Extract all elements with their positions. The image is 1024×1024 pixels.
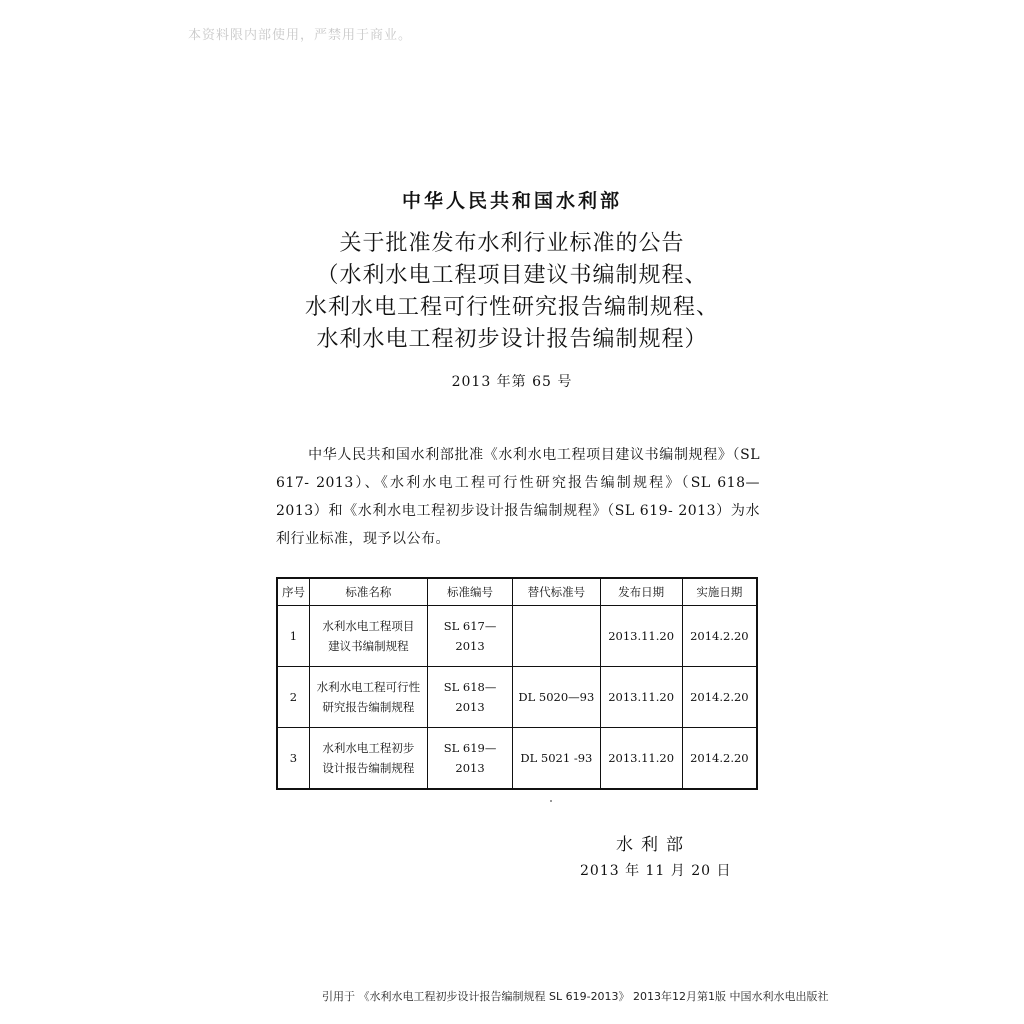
watermark: 本资料限内部使用，严禁用于商业。 [188,28,413,43]
cell-issued: 2013.11.20 [600,606,682,667]
announcement-number: 2013 年第 65 号 [451,374,573,390]
name-line: 水利水电工程项目 [322,619,415,633]
name-line: 建议书编制规程 [328,639,409,653]
announcement-title [0,228,1024,356]
cell-name [309,606,427,667]
cell-issued: 2013.11.20 [600,667,682,728]
table-header-row [277,578,757,606]
cell-replaces: DL 5020—93 [513,667,600,728]
title-line: 水利水电工程初步设计报告编制规程） [316,327,708,352]
cell-effective: 2014.2.20 [682,728,757,790]
header-no: 序号 [277,578,309,606]
cell-code: SL 618—2013 [427,667,512,728]
cell-name [309,667,427,728]
table-row [277,667,757,728]
header-effective: 实施日期 [682,578,757,606]
cell-code: SL 619—2013 [427,728,512,790]
name-line: 研究报告编制规程 [322,700,415,714]
cell-no: 3 [277,728,309,790]
header-replaces: 替代标准号 [513,578,600,606]
header-issued: 发布日期 [600,578,682,606]
signer-name: 水利部 [616,835,691,855]
cell-name [309,728,427,790]
header-code: 标准编号 [427,578,512,606]
body-paragraph: 中华人民共和国水利部批准《水利水电工程项目建议书编制规程》（SL 617- 2013）、《水利水电工程可行性研究报告编制规程》（SL 618—2013）和《水利水电工程初步设计报告编制规程》（SL 619- 2013）为水利行业标准，现予以公布。 [276,447,760,547]
title-line: 水利水电工程可行性研究报告编制规程、 [304,295,719,320]
cell-effective: 2014.2.20 [682,667,757,728]
citation-footer: 引用于 《水利水电工程初步设计报告编制规程 SL 619-2013》 2013年12月第1版 中国水利水电出版社 [322,990,829,1003]
cell-effective: 2014.2.20 [682,606,757,667]
table-row [277,606,757,667]
cell-code: SL 617—2013 [427,606,512,667]
cell-replaces: DL 5021 -93 [513,728,600,790]
header-name: 标准名称 [309,578,427,606]
name-line: 设计报告编制规程 [322,761,415,775]
cell-no: 1 [277,606,309,667]
ministry-name: 中华人民共和国水利部 [401,190,622,212]
standards-table [276,577,758,790]
title-line: 关于批准发布水利行业标准的公告 [339,231,685,256]
name-line: 水利水电工程初步 [322,741,415,755]
title-line: （水利水电工程项目建议书编制规程、 [316,263,708,288]
scan-speck [550,800,552,802]
cell-issued: 2013.11.20 [600,728,682,790]
body-paragraph-container [276,441,760,553]
cell-no: 2 [277,667,309,728]
table-row [277,728,757,790]
signature-date: 2013 年 11 月 20 日 [580,863,732,879]
name-line: 水利水电工程可行性 [316,680,421,694]
cell-replaces [513,606,600,667]
